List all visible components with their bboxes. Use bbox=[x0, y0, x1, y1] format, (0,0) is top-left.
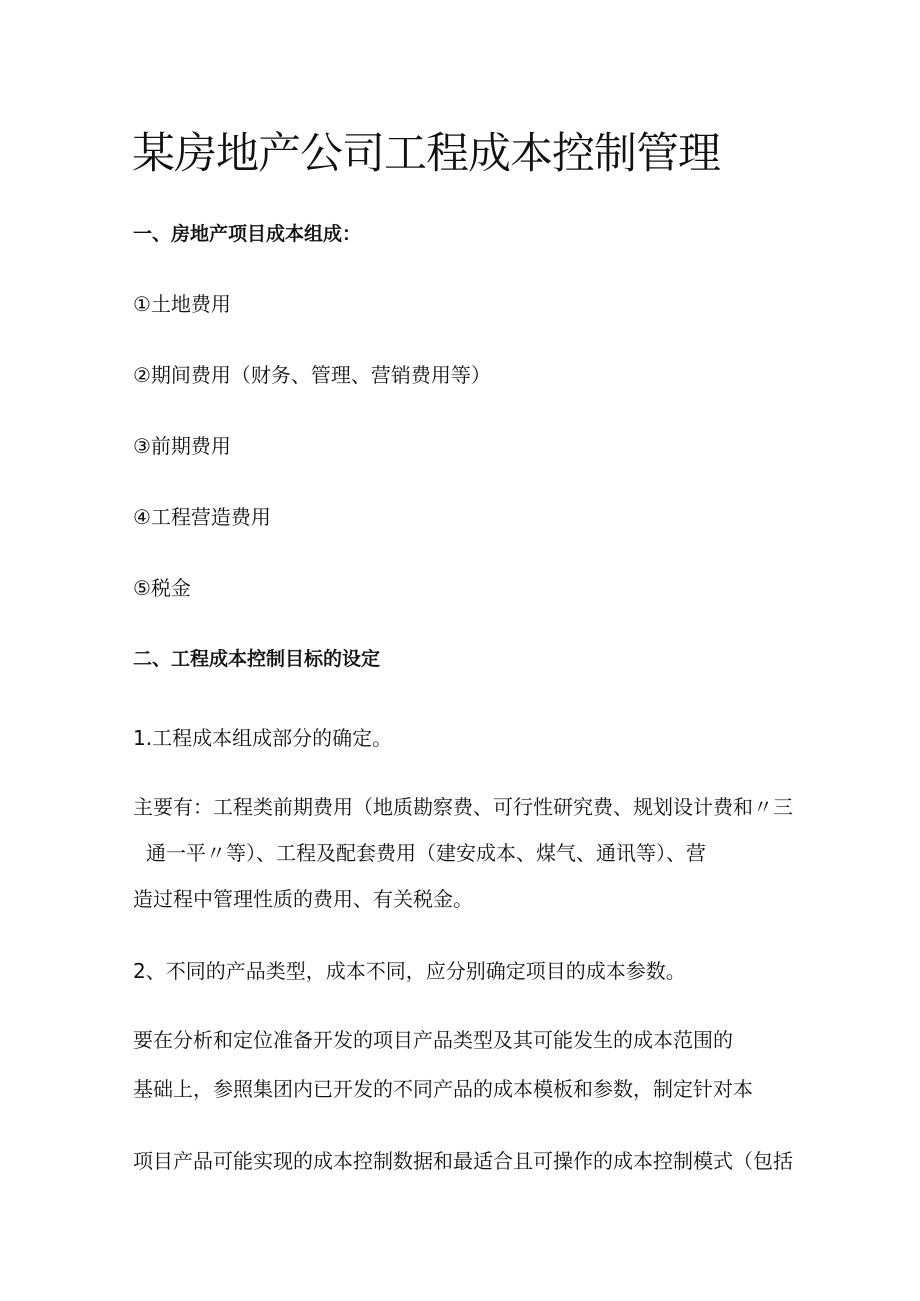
cost-item-tax: ⑤税金 bbox=[133, 576, 191, 600]
point-1-detail-line: 造过程中管理性质的费用、有关税金。 bbox=[133, 887, 473, 911]
point-1-detail-line: 通一平〃等）、工程及配套费用（建安成本、煤气、通讯等）、营 bbox=[146, 841, 706, 865]
cost-item-land: ①土地费用 bbox=[133, 292, 231, 316]
point-1-detail-line: 主要有：工程类前期费用（地质勘察费、可行性研究费、规划设计费和〃三 bbox=[133, 795, 793, 819]
cost-item-preliminary: ③前期费用 bbox=[133, 434, 231, 458]
section-2-heading: 二、工程成本控制目标的设定 bbox=[133, 648, 381, 670]
document-title: 某房地产公司工程成本控制管理 bbox=[132, 129, 720, 179]
cost-item-period: ②期间费用（财务、管理、营销费用等） bbox=[133, 363, 491, 387]
point-2-detail-line: 要在分析和定位准备开发的项目产品类型及其可能发生的成本范围的 bbox=[133, 1028, 733, 1052]
point-2-detail-line: 项目产品可能实现的成本控制数据和最适合且可操作的成本控制模式（包括 bbox=[133, 1149, 793, 1173]
cost-item-construction: ④工程营造费用 bbox=[133, 505, 271, 529]
point-2-detail-line: 基础上，参照集团内已开发的不同产品的成本模板和参数，制定针对本 bbox=[133, 1077, 753, 1101]
section-1-heading: 一、房地产项目成本组成： bbox=[133, 223, 362, 245]
point-2-title: 2、不同的产品类型，成本不同，应分别确定项目的成本参数。 bbox=[133, 959, 686, 983]
point-1-title: 1.工程成本组成部分的确定。 bbox=[133, 726, 393, 750]
